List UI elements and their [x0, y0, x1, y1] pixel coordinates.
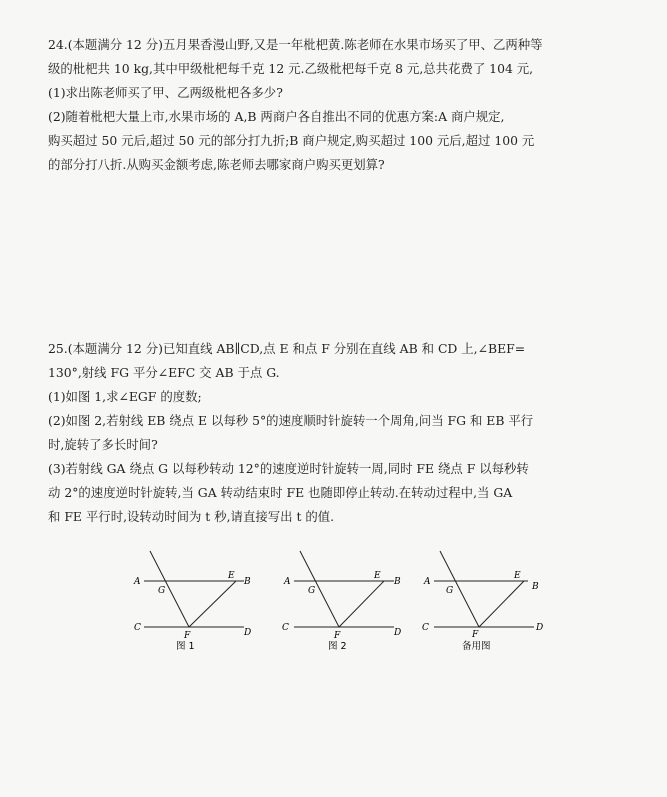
label-f: F [184, 631, 191, 641]
segment-fe [189, 581, 236, 627]
q24-line: (1)求出陈老师买了甲、乙两级枇杷各多少? [48, 85, 283, 100]
label-g: G [158, 586, 166, 596]
q25-line: 动 2°的速度逆时针旋转,当 GA 转动结束时 FE 也随即停止转动.在转动过程中,当 GA [48, 485, 513, 500]
label-a: A [284, 577, 291, 587]
label-a: A [424, 577, 431, 587]
figure-spare [416, 545, 556, 655]
label-e: E [374, 571, 381, 581]
q24-line: 24.(本题满分 12 分)五月果香漫山野,又是一年枇杷黄.陈老师在水果市场买了甲、乙两种等 [48, 37, 543, 52]
question-25 [48, 337, 620, 529]
figure-caption: 图 1 [176, 641, 195, 652]
segment-fe [479, 581, 524, 627]
figure-1 [126, 545, 266, 655]
q25-line: 25.(本题满分 12 分)已知直线 AB∥CD,点 E 和点 F 分别在直线 AB 和 CD 上,∠BEF= [48, 341, 526, 356]
label-d: D [394, 628, 402, 638]
label-c: C [422, 623, 429, 633]
segment-fe [339, 581, 384, 627]
q24-line: (2)随着枇杷大量上市,水果市场的 A,B 两商户各自推出不同的优惠方案:A 商户规定, [48, 109, 505, 124]
q25-line: (3)若射线 GA 绕点 G 以每秒转动 12°的速度逆时针旋转一周,同时 FE 绕点 F 以每秒转 [48, 461, 529, 476]
q24-line: 级的枇杷共 10 kg,其中甲级枇杷每千克 12 元.乙级枇杷每千克 8 元,总共花费了 104 元, [48, 61, 534, 76]
ray-fg [150, 551, 189, 627]
label-d: D [536, 623, 544, 633]
label-e: E [514, 571, 521, 581]
label-c: C [134, 623, 141, 633]
q25-line: 和 FE 平行时,设转动时间为 t 秒,请直接写出 t 的值. [48, 509, 335, 524]
label-c: C [282, 623, 289, 633]
q25-line: (2)如图 2,若射线 EB 绕点 E 以每秒 5°的速度顺时针旋转一个周角,问当 FG 和 EB 平行 [48, 413, 534, 428]
figure-caption: 备用图 [462, 641, 491, 652]
q25-line: (1)如图 1,求∠EGF 的度数; [48, 389, 202, 404]
label-b: B [394, 577, 401, 587]
figures-row [126, 545, 556, 655]
label-a: A [134, 577, 141, 587]
label-e: E [228, 571, 235, 581]
figure-caption: 图 2 [328, 641, 347, 652]
q24-line: 购买超过 50 元后,超过 50 元的部分打九折;B 商户规定,购买超过 100 元后,超过 100 元 [48, 133, 535, 148]
label-b: B [532, 582, 539, 592]
figure-2 [276, 545, 416, 655]
question-24 [48, 33, 620, 177]
q25-line: 时,旋转了多长时间? [48, 437, 158, 452]
ray-fg [300, 551, 339, 627]
q24-line: 的部分打八折.从购买金额考虑,陈老师去哪家商户购买更划算? [48, 157, 385, 172]
q25-line: 130°,射线 FG 平分∠EFC 交 AB 于点 G. [48, 365, 280, 380]
label-b: B [244, 577, 251, 587]
label-g: G [308, 586, 316, 596]
label-f: F [334, 631, 341, 641]
label-g: G [446, 586, 454, 596]
label-d: D [244, 628, 252, 638]
label-f: F [472, 630, 479, 640]
